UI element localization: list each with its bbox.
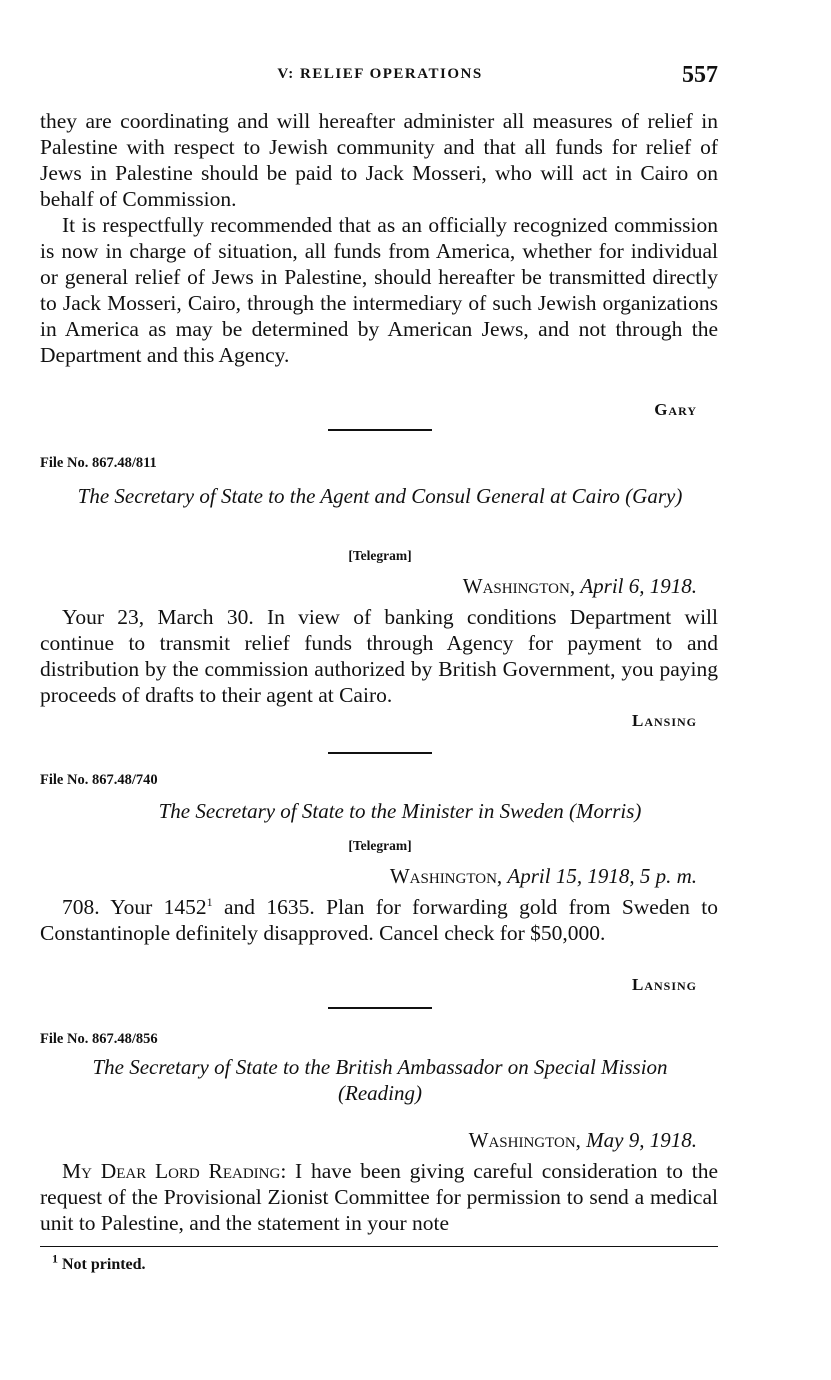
footnote	[52, 1251, 146, 1274]
dateline-date: April 6, 1918.	[580, 574, 697, 598]
file-number: File No. 867.48/740	[40, 772, 158, 788]
dateline	[390, 864, 697, 889]
section-divider	[328, 429, 432, 431]
signature-gary: Gary	[654, 400, 697, 419]
section-divider	[328, 752, 432, 754]
telegram-body	[40, 894, 718, 946]
page-number: 557	[682, 62, 718, 88]
dateline-place: Washington,	[389, 864, 503, 888]
document-heading: The Secretary of State to the Agent and Consul General at Cairo (Gary)	[77, 484, 683, 508]
footnote-text: Not printed.	[58, 1256, 146, 1273]
signature-lansing: Lansing	[631, 711, 697, 730]
recommendation-paragraph: It is respectfully recommended that as an officially recognized commission is now in charge of situation, all funds from America, whether for individual or general relief of Jews in Palestine, should hereafter be transmitted directly to Jack Mosseri, Cairo, through the intermediary of such Jewish organizations in America as may be determined by American Jews, and not through the Department and this Agency.	[40, 213, 718, 367]
running-head: V: RELIEF OPERATIONS	[277, 66, 483, 82]
footnote-divider	[40, 1246, 718, 1247]
heading-name: (Morris)	[569, 799, 642, 823]
dateline-place: Washington,	[462, 574, 576, 598]
dateline-date: May 9, 1918.	[586, 1128, 697, 1152]
letter-text: I have been giving careful consideration to the request of the Provisional Zionist Committee for permission to send a medical unit to Palestine, and the statement in your note	[40, 1159, 718, 1235]
body-rest: and 1635. Plan for forwarding gold from Sweden to Constantinople definitely disapproved. Cancel check for $50,000.	[40, 895, 718, 945]
document-heading: The Secretary of State to the British Ambassador on Special Mission (Reading)	[92, 1055, 668, 1105]
file-number: File No. 867.48/856	[40, 1031, 158, 1047]
signature-lansing: Lansing	[631, 975, 697, 994]
letter-body	[40, 1158, 718, 1236]
document-type: [Telegram]	[348, 838, 412, 853]
footnote-reference: 1	[206, 894, 213, 909]
file-number: File No. 867.48/811	[40, 455, 157, 471]
dateline	[463, 574, 697, 599]
salutation: My Dear Lord Reading:	[62, 1159, 287, 1183]
dateline-date: April 15, 1918, 5 p. m.	[507, 864, 697, 888]
footnote-mark: 1	[52, 1251, 58, 1266]
heading-text: The Secretary of State to the Minister in Sweden	[158, 799, 564, 823]
body-start: 708. Your 1452	[62, 895, 207, 919]
document-type: [Telegram]	[348, 548, 412, 563]
dateline-place: Washington,	[468, 1128, 581, 1152]
continuation-paragraph: they are coordinating and will hereafter administer all measures of relief in Palestine with respect to Jewish community and that all funds for relief of Jews in Palestine should be paid to Jack Mosseri, who will act in Cairo on behalf of Commission.	[40, 109, 718, 211]
page-header	[40, 62, 720, 92]
section-divider	[328, 1007, 432, 1009]
telegram-body: Your 23, March 30. In view of banking conditions Department will continue to transmit relief funds through Agency for payment to and distribution by the commission authorized by British Government, you paying proceeds of drafts to their agent at Cairo.	[40, 605, 718, 707]
dateline	[469, 1128, 697, 1153]
document-heading	[60, 798, 740, 824]
